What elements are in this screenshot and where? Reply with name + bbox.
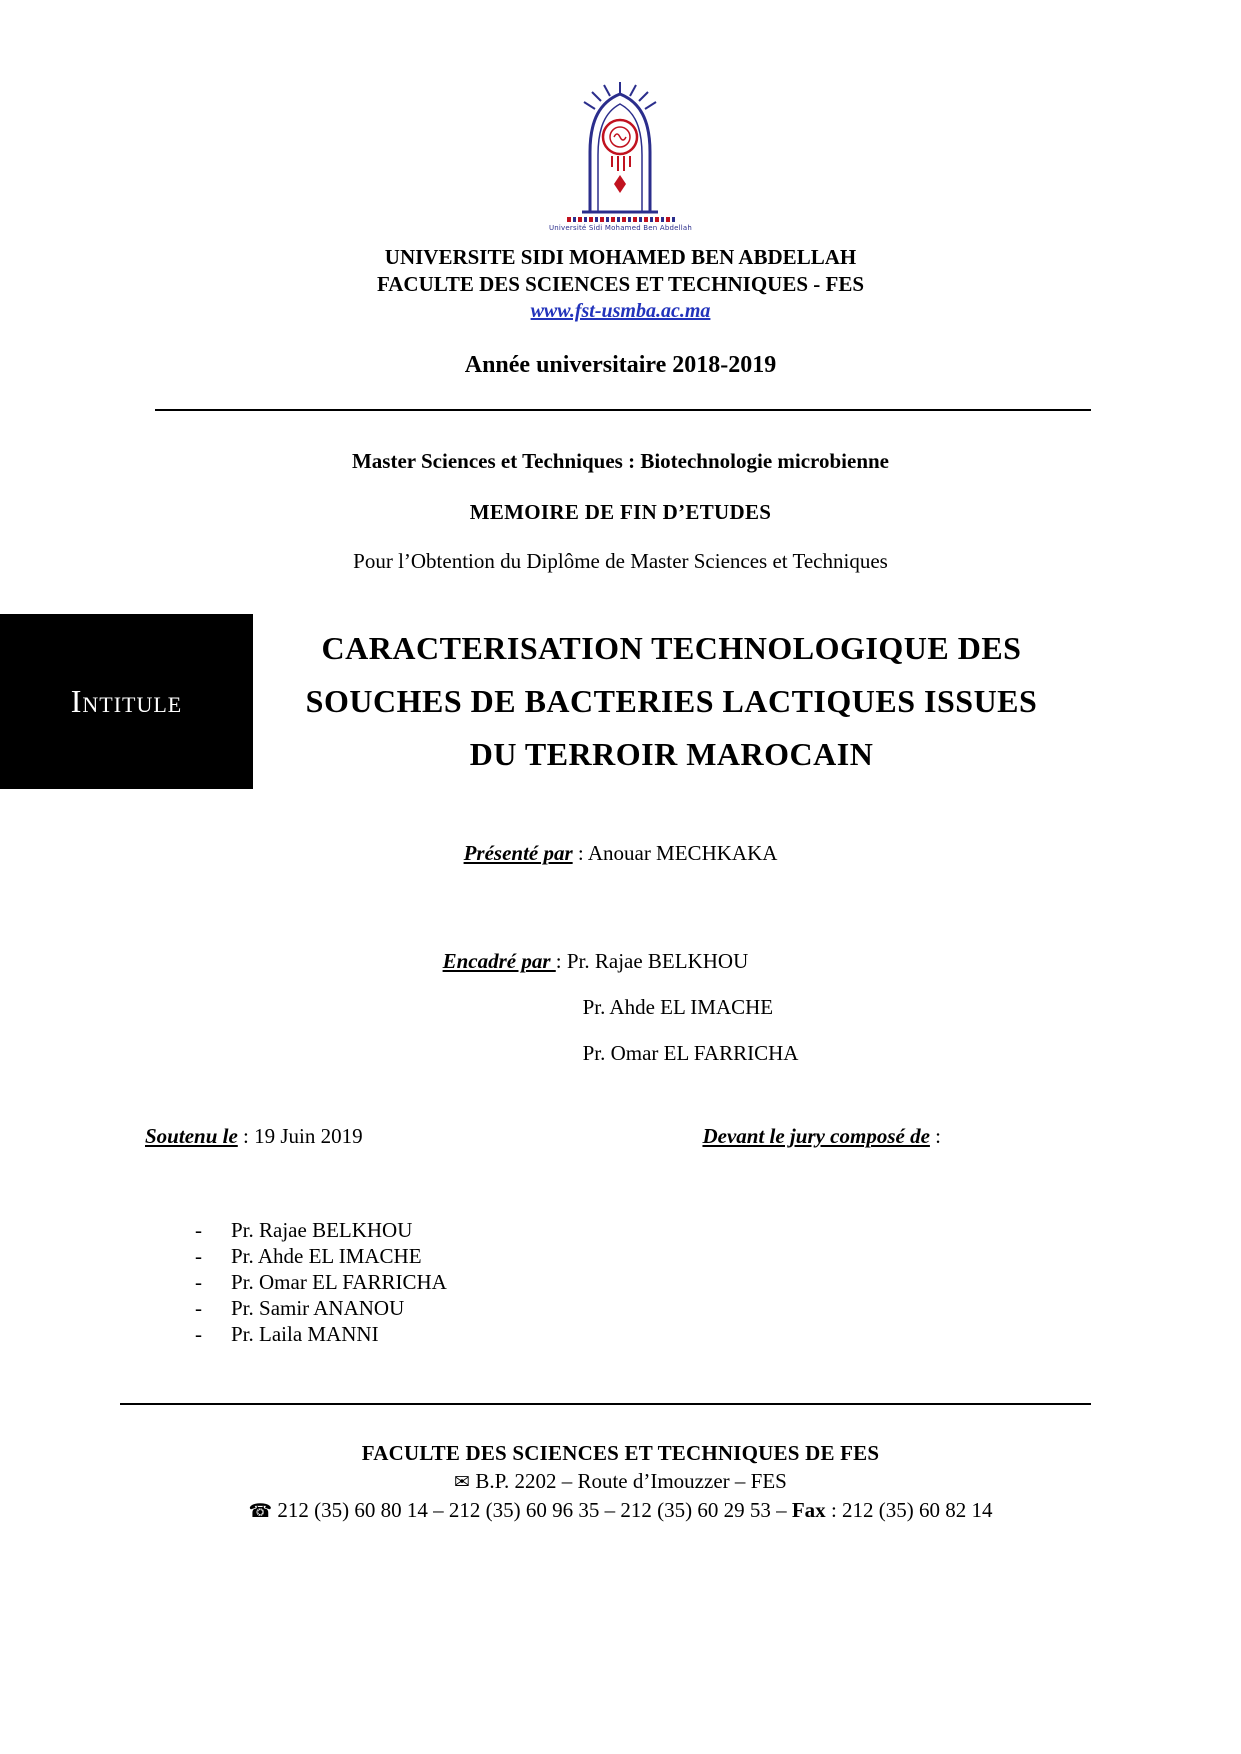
jury-member-5: Pr. Laila MANNI [231,1322,379,1346]
footer-faculty: FACULTE DES SCIENCES ET TECHNIQUES DE FES [361,1441,880,1465]
intitule-label: Intitule [70,683,183,719]
thesis-title-line-2: SOUCHES DE BACTERIES LACTIQUES ISSUES [305,683,1038,719]
list-dash: - [195,1296,202,1320]
thesis-title [253,614,1090,789]
supervisor-1: : Pr. Rajae BELKHOU [555,949,749,973]
thesis-title-line-1: CARACTERISATION TECHNOLOGIQUE DES [321,630,1022,666]
supervised-by-label: Encadré par [442,949,556,973]
presented-by-value: : Anouar MECHKAKA [572,841,778,865]
mail-icon: ✉ [454,1471,471,1493]
footer-phones: 212 (35) 60 80 14 – 212 (35) 60 96 35 – 212 (35) 60 29 53 – [272,1498,792,1522]
presented-by-label: Présenté par [463,841,573,865]
university-name: UNIVERSITE SIDI MOHAMED BEN ABDELLAH [384,245,857,269]
footer-fax-label: Fax [791,1498,826,1522]
faculty-name: FACULTE DES SCIENCES ET TECHNIQUES - FES [376,272,865,296]
jury-heading-colon: : [929,1124,941,1148]
top-divider-line [155,409,1091,411]
supervisor-3: Pr. Omar EL FARRICHA [582,1041,799,1065]
list-dash: - [195,1244,202,1268]
master-program-line: Master Sciences et Techniques : Biotechnologie microbienne [351,449,890,473]
thesis-title-line-3: DU TERROIR MAROCAIN [469,736,874,772]
jury-list [195,1217,1241,1347]
academic-year: Année universitaire 2018-2019 [464,352,777,378]
defense-date-label: Soutenu le [145,1124,238,1148]
list-dash: - [195,1218,202,1242]
jury-member-row [195,1321,1241,1347]
jury-member-4: Pr. Samir ANANOU [231,1296,405,1320]
title-banner [0,614,1241,789]
footer-address: B.P. 2202 – Route d’Imouzzer – FES [470,1469,787,1493]
list-dash: - [195,1270,202,1294]
footer-fax-number: : 212 (35) 60 82 14 [825,1498,993,1522]
purpose-line: Pour l’Obtention du Diplôme de Master Sciences et Techniques [353,549,888,573]
logo-caption: Université Sidi Mohamed Ben Abdellah [548,224,693,232]
defense-date-line [145,1124,363,1149]
bottom-divider-line [120,1403,1091,1405]
website-link[interactable]: www.fst-usmba.ac.ma [530,300,711,322]
footer-phone-line [0,1496,1241,1525]
jury-member-row [195,1243,1241,1269]
jury-member-1: Pr. Rajae BELKHOU [231,1218,413,1242]
institution-block [0,244,1241,326]
jury-member-row [195,1269,1241,1295]
university-logo-icon [558,80,683,215]
jury-member-row [195,1217,1241,1243]
intitule-side-box [0,614,253,789]
jury-member-2: Pr. Ahde EL IMACHE [231,1244,422,1268]
presented-by-line [0,841,1241,866]
header-logo-block [0,0,1241,232]
list-dash: - [195,1322,202,1346]
jury-heading-line [702,1124,941,1149]
memoir-heading: MEMOIRE DE FIN D’ETUDES [469,500,772,524]
jury-member-row [195,1295,1241,1321]
supervisor-2: Pr. Ahde EL IMACHE [582,995,774,1019]
footer-block [0,1439,1241,1525]
phone-icon: ☎ [248,1500,273,1522]
footer-address-line [0,1467,1241,1496]
jury-member-3: Pr. Omar EL FARRICHA [231,1270,447,1294]
supervisors-block [443,938,799,1076]
jury-heading-label: Devant le jury composé de [702,1124,930,1148]
defense-row [0,1124,1241,1149]
logo-arabic-text [567,217,675,222]
supervisor-line-1 [443,938,799,984]
defense-date-value: : 19 Juin 2019 [237,1124,363,1148]
